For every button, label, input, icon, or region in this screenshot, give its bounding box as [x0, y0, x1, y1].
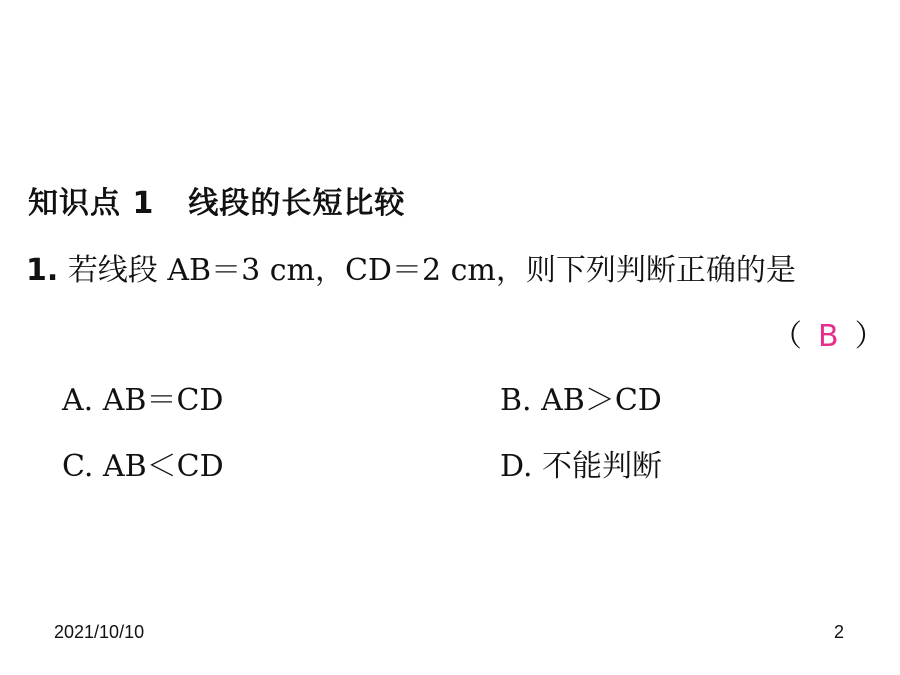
question-text: 若线段 AB＝3 cm，CD＝2 cm，则下列判断正确的是 — [67, 253, 796, 288]
close-paren: ） — [854, 319, 885, 354]
footer-date: 2021/10/10 — [54, 622, 145, 642]
option-c: C. AB＜CD — [62, 449, 224, 484]
answer-value: B — [818, 319, 839, 354]
section-heading — [28, 178, 405, 222]
option-b: B. AB＞CD — [500, 383, 662, 418]
section-title: 线段的长短比较 — [188, 186, 406, 221]
page-number: 2 — [834, 622, 845, 642]
section-label: 知识点 1 — [28, 186, 155, 221]
question-1 — [26, 245, 796, 289]
option-d: D. 不能判断 — [500, 449, 663, 484]
question-number: 1. — [26, 253, 59, 288]
option-a: A. AB＝CD — [62, 383, 224, 418]
open-paren: （ — [772, 319, 802, 354]
answer-blank — [772, 311, 885, 355]
